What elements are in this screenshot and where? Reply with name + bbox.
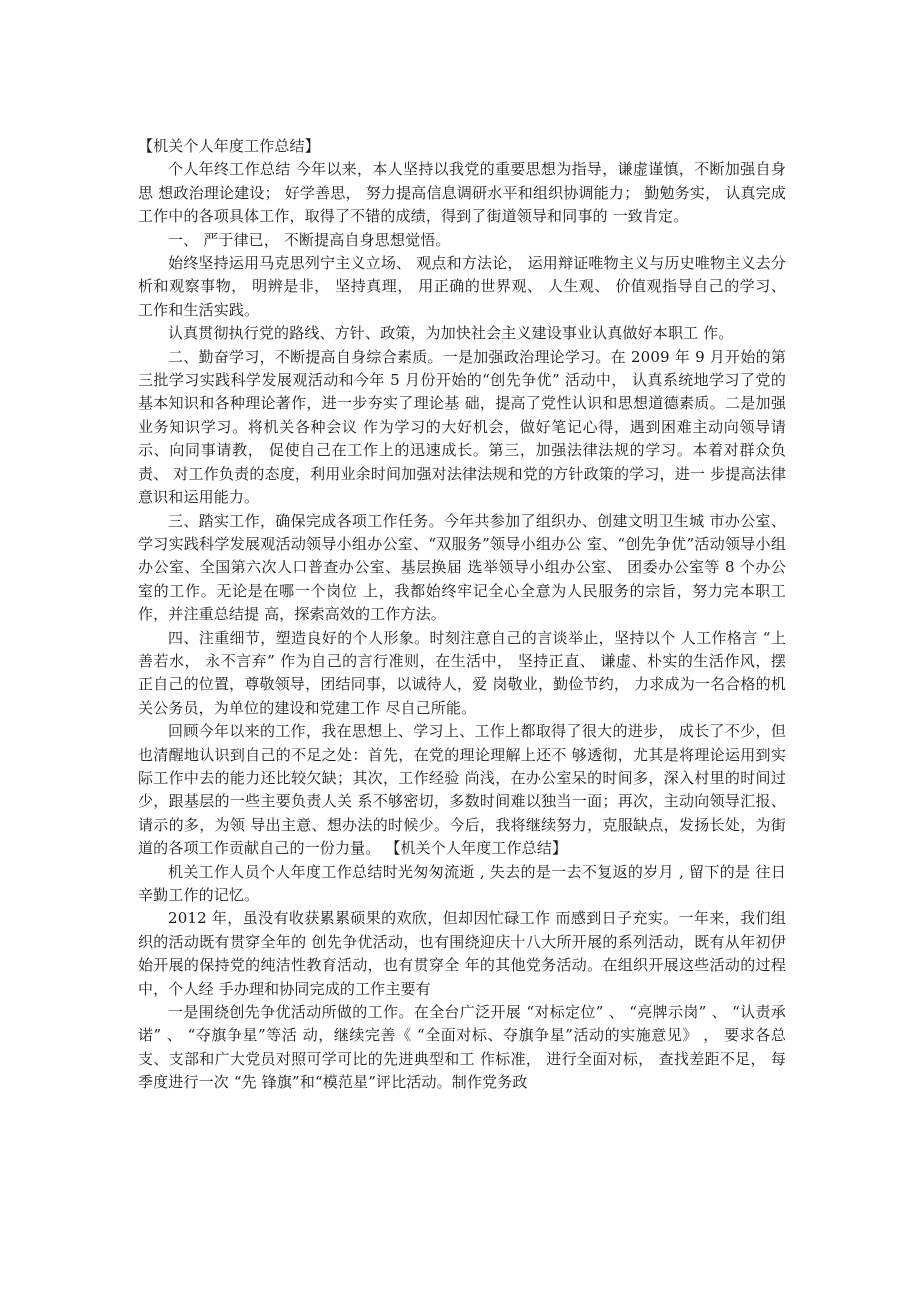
document-body [138, 135, 786, 1095]
paragraph-details: 四、注重细节，塑造良好的个人形象。时刻注意自己的言谈举止，坚持以个 人工作格言 “上善若水， 永不言弃” 作为自己的言行准则，在生活中， 坚持正直、 谦虚、朴实的生活作风，摆正自己的位置，尊敬领导，团结同事，以诚待人，爱 岗敬业，勤俭节约， 力求成为一名合格的机关公务员，为单位的建设和党建工作 尽自己所能。 [138, 628, 786, 717]
document-title: 【机关个人年度工作总结】 [138, 137, 320, 155]
paragraph-policy: 认真贯彻执行党的路线、方针、政策，为加快社会主义建设事业认真做好本职工 作。 [168, 324, 734, 343]
paragraph-2012: 2012 年，虽没有收获累累硕果的欢欣，但却因忙碌工作 而感到日子充实。一年来，我们组织的活动既有贯穿全年的 创先争优活动，也有围绕迎庆十八大所开展的系列活动，既有从年初伊始开展的保持党的纯洁性教育活动，也有贯穿全 年的其他党务活动。在组织开展这些活动的过程中，个人经 手办理和协同完成的工作主要有 [138, 909, 786, 998]
paragraph-time: 机关工作人员个人年度工作总结时光匆匆流逝 , 失去的是一去不复返的岁月 , 留下的是 往日辛勤工作的记忆。 [138, 862, 786, 904]
paragraph-study: 二、勤奋学习，不断提高自身综合素质。一是加强政治理论学习。在 2009 年 9 月开始的第三批学习实践科学发展观活动和今年 5 月份开始的“创先争优” 活动中， 认真系统地学习了党的基本知识和各种理论著作，进一步夯实了理论基 础，提高了党性认识和思想道德素质。二是加强业务知识学习。将机关各种会议 作为学习的大好机会，做好笔记心得，遇到困难主动向领导请示、向同事请教， 促使自己在工作上的迅速成长。第三，加强法律法规的学习。本着对群众负责、 对工作负责的态度，利用业余时间加强对法律法规和党的方针政策的学习，进一 步提高法律意识和运用能力。 [138, 347, 786, 507]
paragraph-ideology: 始终坚持运用马克思列宁主义立场、 观点和方法论， 运用辩证唯物主义与历史唯物主义去分析和观察事物， 明辨是非， 坚持真理， 用正确的世界观、 人生观、 价值观指导自己的学习、 工作和生活实践。 [138, 254, 786, 319]
paragraph-intro: 个人年终工作总结 今年以来，本人坚持以我党的重要思想为指导，谦虚谨慎，不断加强自身思 想政治理论建设； 好学善思， 努力提高信息调研水平和组织协调能力； 勤勉务实， 认真完成工作中的各项具体工作，取得了不错的成绩，得到了街道领导和同事的 一致肯定。 [138, 160, 786, 226]
section-heading-1: 一、 严于律已， 不断提高自身思想觉悟。 [168, 230, 451, 249]
paragraph-activities: 一是围绕创先争优活动所做的工作。在全台广泛开展 “对标定位” 、 “亮牌示岗” 、 “认责承诺” 、 “夺旗争星”等活 动，继续完善《 “全面对标、夺旗争星”活动的实施意见》 ， 要求各总支、支部和广大党员对照可学可比的先进典型和工 作标准， 进行全面对标， 查找差距不足， 每季度进行一次 “先 锋旗”和“模范星”评比活动。制作党务政 [138, 1003, 786, 1092]
paragraph-work: 三、踏实工作，确保完成各项工作任务。今年共参加了组织办、创建文明卫生城 市办公室、学习实践科学发展观活动领导小组办公室、“双服务”领导小组办公 室、“创先争优”活动领导小组办公室、全国第六次人口普查办公室、基层换届 选举领导小组办公室、 团委办公室等 8 个办公室的工作。无论是在哪一个岗位 上，我都始终牢记全心全意为人民服务的宗旨，努力完本职工作，并注重总结提 高，探索高效的工作方法。 [138, 511, 786, 624]
paragraph-review: 回顾今年以来的工作，我在思想上、学习上、工作上都取得了很大的进步， 成长了不少，但也清醒地认识到自己的不足之处：首先，在党的理论理解上还不 够透彻，尤其是将理论运用到实际工作中去的能力还比较欠缺；其次，工作经验 尚浅，在办公室呆的时间多，深入村里的时间过少，跟基层的一些主要负责人关 系不够密切，多数时间难以独当一面；再次，主动向领导汇报、请示的多，为领 导出主意、想办法的时候少。今后，我将继续努力，克服缺点，发扬长处，为街 道的各项工作贡献自己的一份力量。 【机关个人年度工作总结】 [138, 722, 786, 858]
